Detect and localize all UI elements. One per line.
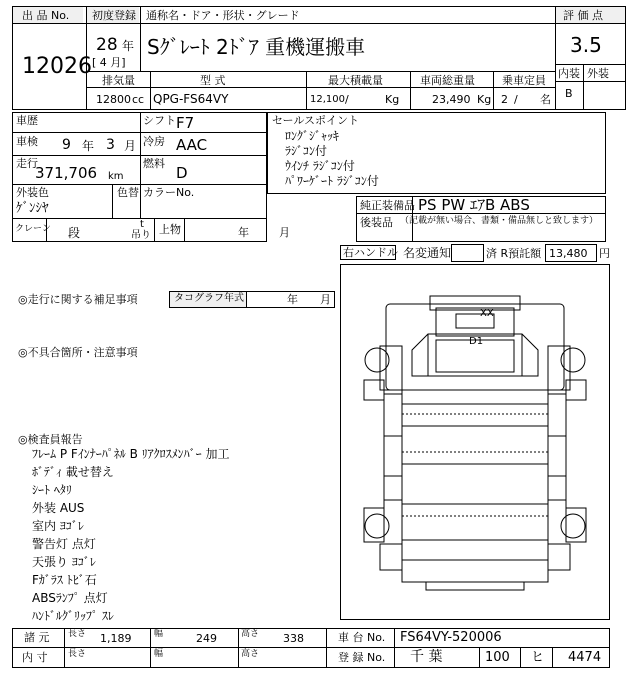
selling-point-item: ｳｲﾝﾁ ﾗｼﾞｺﾝ付 xyxy=(285,159,355,173)
crane-label: クレーン xyxy=(15,224,51,234)
reg-number: 4474 xyxy=(568,650,602,665)
selling-point-item: ﾛﾝｸﾞｼﾞｬｯｷ xyxy=(285,129,340,143)
displacement-label: 排気量 xyxy=(102,74,135,87)
defects-label: ◎不具合箇所・注意事項 xyxy=(18,346,138,359)
tacho-label: タコグラフ年式 xyxy=(174,293,244,304)
shift-value: F7 xyxy=(176,114,195,132)
ac-label: 冷房 xyxy=(143,135,165,148)
rhd-label: 右ハンドル xyxy=(343,246,398,259)
max-load-unit: Kg xyxy=(385,93,400,106)
interior-width-label: 幅 xyxy=(154,649,164,659)
inspector-report-label: ◎検査員報告 xyxy=(18,433,83,446)
model-type-label: 型 式 xyxy=(200,74,226,87)
year-unit: 年 xyxy=(122,39,135,53)
selling-points-label: セールスポイント xyxy=(272,114,360,127)
ac-value: AAC xyxy=(176,136,208,154)
history-label: 車歴 xyxy=(16,114,38,127)
first-reg-month: [ 4 月] xyxy=(92,56,126,69)
gross-weight-label: 車両総重量 xyxy=(420,74,475,87)
capacity-slash: / xyxy=(514,93,518,106)
capacity-unit: 名 xyxy=(540,93,551,106)
displacement-unit: cc xyxy=(132,93,145,106)
lot-label: 出 品 No. xyxy=(22,9,70,22)
reg-region: 千 葉 xyxy=(410,649,443,665)
crane-t: t xyxy=(140,219,144,230)
selling-point-item: ﾗｼﾞｺﾝ付 xyxy=(285,144,328,158)
lot-number: 12026 xyxy=(22,54,92,79)
interior-length-label: 長さ xyxy=(68,649,87,659)
mileage-value: 371,706 xyxy=(35,164,98,182)
inspector-line: ﾎﾞﾃﾞｨ 載せ替え xyxy=(32,465,114,479)
fuel-value: D xyxy=(176,164,188,182)
deposit-value: 13,480 xyxy=(549,247,588,260)
deposit-label: 済 R預託額 xyxy=(486,247,542,260)
rating-value: 3.5 xyxy=(570,33,602,57)
inspector-line: 室内 ﾖｺﾞﾚ xyxy=(32,519,84,533)
crane-lift: 吊り xyxy=(131,230,151,241)
chassis-label: 車 台 No. xyxy=(338,631,386,644)
gross-weight-value: 23,490 xyxy=(432,93,471,106)
chassis-value: FS64VY-520006 xyxy=(400,630,502,645)
interior-grade: B xyxy=(565,87,573,100)
length-value: 1,189 xyxy=(100,632,132,645)
inspector-line: 警告灯 点灯 xyxy=(32,537,96,551)
fuel-label: 燃料 xyxy=(143,157,165,170)
crane-month-unit: 月 xyxy=(279,226,290,239)
capacity-value: 2 xyxy=(501,93,508,106)
mileage-label: 走行 xyxy=(16,157,38,170)
inspection-label: 車検 xyxy=(16,135,38,148)
first-reg-label: 初度登録 xyxy=(92,9,136,22)
selling-point-item: ﾊﾟﾜｰｹﾞｰﾄ ﾗｼﾞｺﾝ付 xyxy=(285,174,379,188)
tacho-month-unit: 月 xyxy=(320,293,331,306)
name-change-box xyxy=(451,244,484,262)
width-label: 幅 xyxy=(154,629,164,639)
reg-class: 100 xyxy=(485,650,510,665)
aftermarket-label: 後装品 xyxy=(360,216,393,229)
interior-height-label: 高さ xyxy=(241,649,260,659)
ext-color-value: ｹﾞﾝｼﾔ xyxy=(16,201,49,216)
spec-label: 諸 元 xyxy=(24,631,50,644)
shift-label: シフト xyxy=(143,114,176,127)
inspector-line: 外装 AUS xyxy=(32,501,85,515)
interior-label: 内装 xyxy=(558,67,580,80)
inspector-line: Fｶﾞﾗｽ ﾄﾋﾞ石 xyxy=(32,573,97,587)
exterior-label: 外装 xyxy=(587,67,609,80)
max-load-label: 最大積載量 xyxy=(328,74,383,87)
truck-damage-diagram xyxy=(340,264,610,620)
inspector-line: 天張り ﾖｺﾞﾚ xyxy=(32,555,96,569)
max-load-value: 12,100 xyxy=(310,94,345,105)
model-name: Sｸﾞﾚｰﾄ 2ﾄﾞｱ 重機運搬車 xyxy=(147,35,366,59)
model-type-value: QPG-FS64VY xyxy=(153,92,229,106)
rating-label: 評 価 点 xyxy=(563,9,603,22)
ext-color-label: 外装色 xyxy=(16,186,49,199)
inspector-line: ｼｰﾄ ﾍﾀﾘ xyxy=(32,483,72,497)
mileage-unit: km xyxy=(108,171,124,182)
length-label: 長さ xyxy=(68,629,87,639)
crane-stage: 段 xyxy=(68,226,81,240)
name-change-label: 名変通知 xyxy=(403,246,452,260)
inspection-month-unit: 月 xyxy=(124,139,137,153)
first-reg-year: 28 xyxy=(96,35,118,55)
capacity-label: 乗車定員 xyxy=(502,74,546,87)
interior-dim-label: 内 寸 xyxy=(22,651,48,664)
inspector-line: ﾊﾝﾄﾞﾙｸﾞﾘｯﾌﾟ ｽﾚ xyxy=(32,609,114,623)
model-name-label: 通称名・ドア・形状・グレード xyxy=(146,9,300,22)
inspector-line: ﾌﾚｰﾑ P Fｲﾝﾅｰﾊﾟﾈﾙ B ﾘｱｸﾛｽﾒﾝﾊﾞｰ 加工 xyxy=(32,447,230,461)
crane-mount-label: 上物 xyxy=(159,223,181,236)
width-value: 249 xyxy=(196,632,217,645)
color-change-label: 色替 xyxy=(117,186,139,199)
driving-notes-label: ◎走行に関する補足事項 xyxy=(18,293,138,306)
inspection-month: 3 xyxy=(106,137,115,153)
color-no-label: カラーNo. xyxy=(143,186,195,199)
genuine-equipment-value: PS PW ｴｱB ABS xyxy=(418,196,530,214)
reg-label: 登 録 No. xyxy=(338,651,386,664)
aftermarket-note: （記載が無い場合、書類・備品無しと致します） xyxy=(400,216,599,226)
damage-mark-xx: XX xyxy=(480,308,494,319)
height-value: 338 xyxy=(283,632,304,645)
tacho-year-unit: 年 xyxy=(287,293,298,306)
inspector-line: ABSﾗﾝﾌﾟ 点灯 xyxy=(32,591,108,605)
max-load-slash: / xyxy=(345,93,349,106)
yen-unit: 円 xyxy=(599,247,610,260)
height-label: 高さ xyxy=(241,629,260,639)
inspection-year: 9 xyxy=(62,137,71,153)
crane-year-unit: 年 xyxy=(238,226,249,239)
damage-mark-d1: D1 xyxy=(469,336,484,347)
inspection-year-unit: 年 xyxy=(82,139,95,153)
gross-weight-unit: Kg xyxy=(477,93,492,106)
reg-kana: ヒ xyxy=(531,650,545,665)
genuine-equipment-label: 純正装備品 xyxy=(360,199,415,212)
displacement-value: 12800 xyxy=(96,93,131,106)
